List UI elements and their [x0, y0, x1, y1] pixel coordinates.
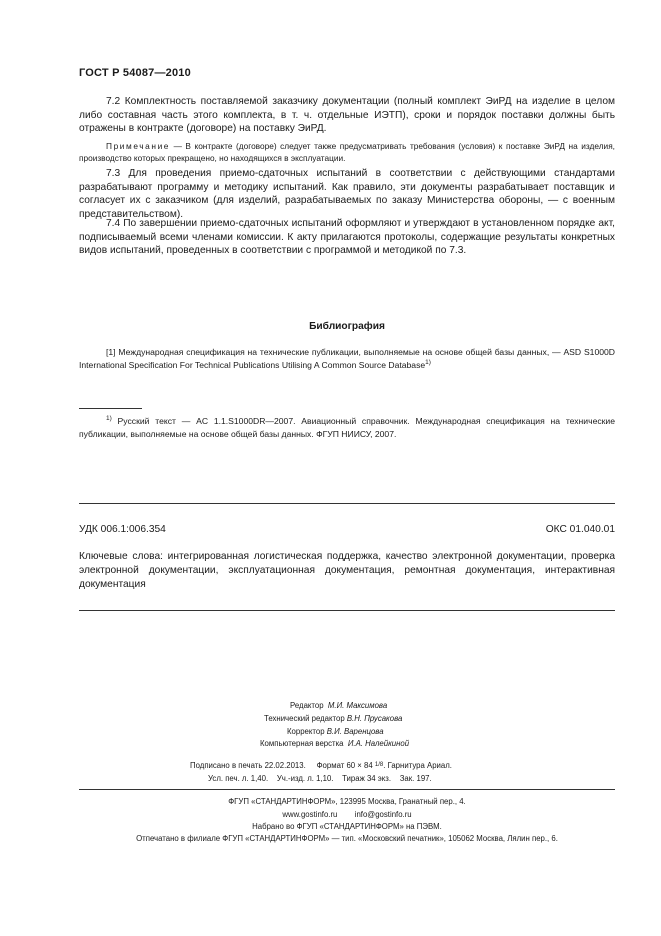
- format-denominator: 8: [379, 761, 384, 768]
- publisher-site[interactable]: www.gostinfo.ru: [282, 810, 338, 819]
- sheets-count: Усл. печ. л. 1,40.: [208, 774, 269, 783]
- format-prefix: Формат 60 × 84: [316, 761, 373, 770]
- footnote-ref: 1): [425, 359, 431, 367]
- bibliography-entry-text: [1] Международная спецификация на технические публикации, выполняемые на основе общей базы данных, — ASD S1000D International Specification For Technical Publications Utilising A Common Source Database: [79, 347, 615, 371]
- publisher-address: ФГУП «СТАНДАРТИНФОРМ», 123995 Москва, Гранатный пер., 4.: [228, 797, 466, 806]
- order-number: Зак. 197.: [399, 774, 432, 783]
- divider-publisher: [79, 789, 615, 790]
- footnote-text: Русский текст — AC 1.1.S1000DR—2007. Авиационный справочник. Международная спецификация на технические публикации, выполняемые на основе общей базы данных. ФГУП НИИСУ, 2007.: [79, 416, 615, 440]
- tech-editor-label: Технический редактор: [264, 714, 345, 723]
- editor-line: [290, 699, 387, 712]
- printed-info: Отпечатано в филиале ФГУП «СТАНДАРТИНФОРМ» — тип. «Московский печатник», 105062 Москва, Лялин пер., 6.: [136, 834, 558, 843]
- paragraph-7-2: 7.2 Комплектность поставляемой заказчику документации (полный комплект ЭиРД на изделие в целом либо составная часть этого комплекта, в т. ч. отдельные ИЭТП), сроки и порядок поставки должны быть отражены в контракте (договоре) на поставку ЭиРД.: [79, 96, 615, 135]
- standard-header: ГОСТ Р 54087—2010: [79, 67, 191, 79]
- font-info: . Гарнитура Ариал.: [383, 761, 452, 770]
- note-paragraph: [79, 140, 615, 165]
- footnote-marker: 1): [106, 415, 112, 422]
- tech-editor-line: [264, 712, 402, 725]
- bibliography-title: Библиография: [309, 321, 385, 332]
- note-text: — В контракте (договоре) следует также предусматривать требования (условия) к поставке ЭиРД на изделия, производство которых прекращено, но находящихся в эксплуатации.: [79, 141, 615, 164]
- proofreader-label: Корректор: [287, 727, 325, 736]
- format-numerator: 1: [374, 761, 379, 768]
- divider-bottom: [79, 610, 615, 611]
- print-info-line: Подписано в печать 22.02.2013. Формат 60 × 84 1/8. Гарнитура Ариал.: [190, 761, 452, 770]
- note-label: Примечание: [106, 141, 171, 151]
- layout-name: И.А. Налейкиной: [347, 739, 410, 748]
- tech-editor-name: В.Н. Прусакова: [346, 714, 403, 723]
- layout-line: [260, 737, 409, 750]
- print-stats-line: [208, 772, 432, 785]
- paragraph-7-4: 7.4 По завершении приемо-сдаточных испытаний оформляют и утверждают в установленном порядке акт, подписываемый всеми членами комиссии. К акту прилагаются протоколы, содержащие результаты конкретных видов испытаний, проведенных в соответствии с программой и методикой по 7.3.: [79, 218, 615, 257]
- editor-label: Редактор: [290, 701, 324, 710]
- oks-code: ОКС 01.040.01: [545, 524, 615, 535]
- paragraph-7-3: 7.3 Для проведения приемо-сдаточных испытаний в соответствии с действующими стандартами разрабатывают программу и методику испытаний. Как правило, эти документы разрабатывает поставщик и согласует их с заказчиком (для изделий, разрабатываемых по заказу Министерства обороны, — с военным представительством).: [79, 168, 615, 220]
- proofreader-name: В.И. Варенцова: [326, 727, 384, 736]
- footnote-separator: [79, 408, 142, 409]
- bibliography-entry: [79, 346, 615, 372]
- editor-name: М.И. Максимова: [327, 701, 388, 710]
- publisher-email[interactable]: info@gostinfo.ru: [354, 810, 412, 819]
- layout-label: Компьютерная верстка: [260, 739, 344, 748]
- udk-code: УДК 006.1:006.354: [79, 524, 166, 535]
- tirazh-count: Тираж 34 экз.: [342, 774, 392, 783]
- typeset-info: Набрано во ФГУП «СТАНДАРТИНФОРМ» на ПЭВМ.: [252, 822, 442, 831]
- divider-top: [79, 503, 615, 504]
- signed-date: Подписано в печать 22.02.2013.: [190, 761, 306, 770]
- footnote: [79, 415, 615, 441]
- keywords: Ключевые слова: интегрированная логистическая поддержка, качество электронной документации, проверка электронной документации, эксплуатационная документация, ремонтная документация, интерактивная документация: [79, 551, 615, 590]
- izd-count: Уч.-изд. л. 1,10.: [276, 774, 334, 783]
